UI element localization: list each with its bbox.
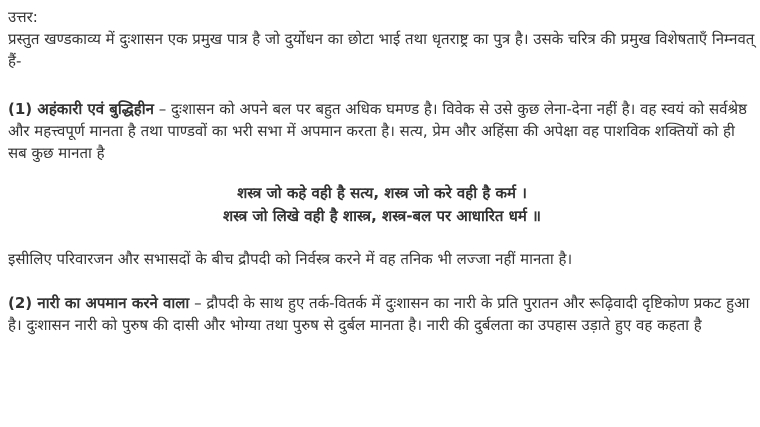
answer-document — [0, 6, 760, 427]
verse-line-1: शस्त्र जो कहे वही है सत्य, शस्त्र जो करे वही है कर्म । — [237, 184, 527, 202]
point-2-heading: (2) नारी का अपमान करने वाला — [8, 294, 190, 312]
follow-up-paragraph: इसीलिए परिवारजन और सभासदों के बीच द्रौपदी को निर्वस्त्र करने में वह तनिक भी लज्जा नहीं मानता है। — [8, 250, 573, 268]
verse-block — [8, 182, 756, 228]
verse-line-2: शस्त्र जो लिखे वही है शास्त्र, शस्त्र-बल पर आधारित धर्म ॥ — [222, 207, 542, 225]
point-2-paragraph — [8, 292, 756, 336]
intro-paragraph: प्रस्तुत खण्डकाव्य में दुःशासन एक प्रमुख पात्र है जो दुर्योधन का छोटा भाई तथा धृतराष्ट्र का पुत्र है। उसके चरित्र की प्रमुख विशेषताएँ निम्नवत् हैं- — [8, 30, 755, 70]
point-1-text: – दुःशासन को अपने बल पर बहुत अधिक घमण्ड है। विवेक से उसे कुछ लेना-देना नहीं है। वह स्वयं को सर्वश्रेष्ठ और महत्त्वपूर्ण मानता है तथा पाण्डवों का भरी सभा में अपमान करता है। सत्य, प्रेम और अहिंसा की अपेक्षा वह पाशविक शक्तियों को ही सब कुछ मानता है — [8, 100, 747, 162]
point-1-heading: (1) अहंकारी एवं बुद्धिहीन — [8, 100, 154, 118]
answer-label: उत्तर: — [8, 8, 38, 26]
point-1-paragraph — [8, 98, 756, 164]
point-2-text: – द्रौपदी के साथ हुए तर्क-वितर्क में दुःशासन का नारी के प्रति पुरातन और रूढ़िवादी दृष्टिकोण प्रकट हुआ है। दुःशासन नारी को पुरुष की दासी और भोग्या तथा पुरुष से दुर्बल मानता है। नारी की दुर्बलता का उपहास उड़ाते हुए वह कहता है — [8, 294, 750, 334]
